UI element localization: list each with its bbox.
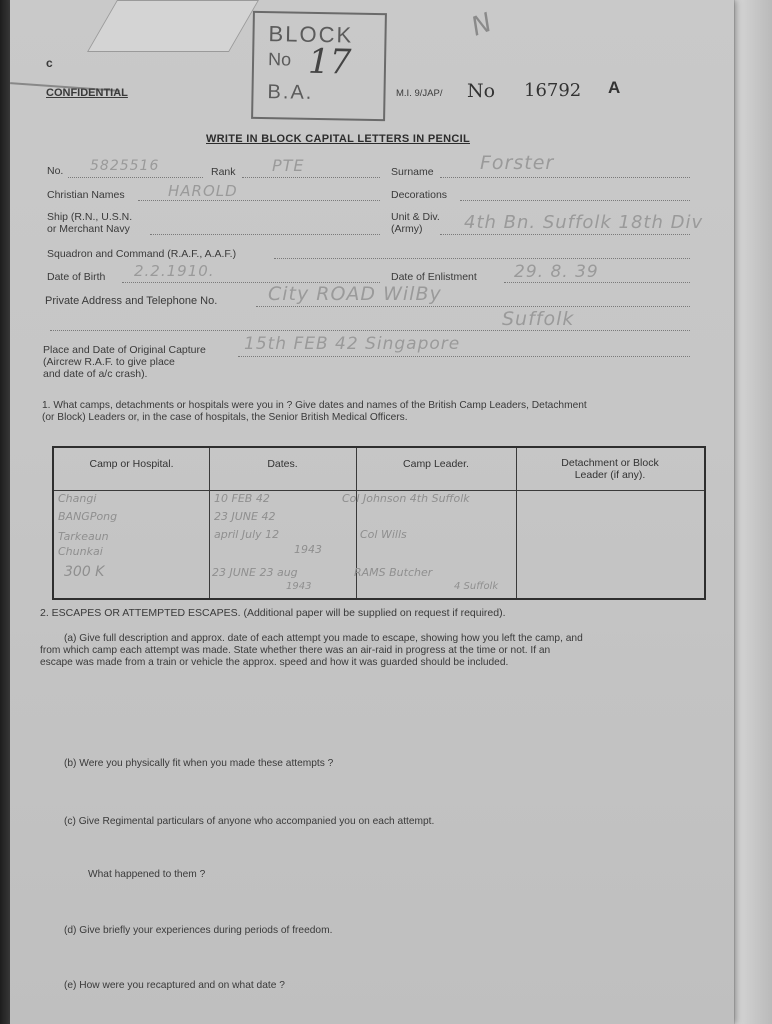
column-header-camp-leader: Camp Leader. bbox=[403, 458, 469, 470]
table-cell-camp: BANGPong bbox=[58, 510, 118, 523]
capture-label-line-2: (Aircrew R.A.F. to give place bbox=[43, 356, 175, 368]
corner-mark: c bbox=[46, 56, 53, 70]
stamp-block-text: BLOCK bbox=[268, 21, 354, 48]
stamp-no-text: No bbox=[267, 49, 292, 70]
section-2-a-line-1: (a) Give full description and approx. date of each attempt you made to escape, showing how you left the camp, and bbox=[64, 633, 583, 644]
date-of-enlistment-value: 29. 8. 39 bbox=[514, 262, 599, 282]
table-cell-camp: Chunkai bbox=[58, 545, 103, 558]
service-number-value: 5825516 bbox=[90, 158, 160, 174]
address-line-1 bbox=[256, 306, 690, 307]
date-of-birth-label: Date of Birth bbox=[47, 271, 106, 283]
table-cell-dates: 1943 bbox=[286, 581, 312, 592]
unit-line bbox=[440, 234, 690, 235]
ship-label bbox=[47, 211, 132, 235]
surname-line bbox=[440, 177, 690, 178]
address-line-2 bbox=[50, 330, 690, 331]
section-2-c-followup: What happened to them ? bbox=[88, 869, 206, 880]
capture-value: 15th FEB 42 Singapore bbox=[244, 334, 461, 354]
decorations-label: Decorations bbox=[391, 189, 448, 201]
column-header-detachment-leader bbox=[516, 457, 704, 481]
section-2-a-line-3: escape was made from a train or vehicle the approx. speed and how it was guarded should be included. bbox=[40, 657, 509, 668]
capture-line bbox=[238, 356, 690, 357]
table-cell-dates: 1943 bbox=[294, 543, 322, 556]
section-2-d: (d) Give briefly your experiences during periods of freedom. bbox=[64, 925, 333, 936]
form-number-suffix: A bbox=[608, 78, 621, 97]
unit-value: 4th Bn. Suffolk 18th Div bbox=[464, 212, 704, 233]
top-handwriting: N bbox=[467, 7, 497, 43]
confidential-label: CONFIDENTIAL bbox=[46, 87, 128, 99]
surname-label: Surname bbox=[391, 166, 434, 178]
table-cell-leader: Col Wills bbox=[360, 528, 407, 541]
column-header-dates: Dates. bbox=[267, 458, 298, 470]
christian-names-value: HAROLD bbox=[168, 182, 238, 200]
paper-tag bbox=[87, 0, 259, 52]
capture-label-line-3: and date of a/c crash). bbox=[43, 368, 148, 380]
ship-label-line-2: or Merchant Navy bbox=[47, 223, 130, 235]
column-header-detachment-line-2: Leader (if any). bbox=[574, 469, 646, 481]
no-line bbox=[68, 177, 203, 178]
table-cell-dates: 23 JUNE 42 bbox=[214, 510, 276, 523]
address-value-line-1: City ROAD WilBy bbox=[268, 283, 442, 305]
section-1-text bbox=[42, 400, 587, 424]
form-reference: M.I. 9/JAP/ bbox=[396, 88, 443, 99]
date-of-birth-value: 2.2.1910. bbox=[134, 262, 215, 280]
unit-label-line-2: (Army) bbox=[391, 223, 423, 235]
table-cell-camp: 300 K bbox=[64, 564, 105, 580]
christian-names-line bbox=[138, 200, 380, 201]
table-cell-leader: Col Johnson 4th Suffolk bbox=[342, 492, 470, 505]
ship-line bbox=[150, 234, 380, 235]
ship-label-line-1: Ship (R.N., U.S.N. bbox=[47, 211, 133, 223]
table-header-divider bbox=[54, 490, 704, 491]
table-cell-leader: 4 Suffolk bbox=[454, 581, 499, 592]
form-number: 16792 bbox=[524, 80, 582, 101]
section-2-b: (b) Were you physically fit when you made these attempts ? bbox=[64, 758, 334, 769]
squadron-line bbox=[274, 258, 690, 259]
unit-label-line-1: Unit & Div. bbox=[391, 211, 440, 223]
stamp-ba-text: B.A. bbox=[267, 81, 314, 104]
address-label: Private Address and Telephone No. bbox=[45, 295, 218, 307]
block-stamp bbox=[251, 11, 387, 121]
decorations-line bbox=[460, 200, 690, 201]
stamp-number: 17 bbox=[307, 41, 352, 83]
rank-label: Rank bbox=[211, 166, 236, 178]
background-sheet-edge bbox=[735, 0, 772, 1024]
number-label: No bbox=[467, 80, 496, 102]
table-cell-camp: Changi bbox=[58, 492, 97, 505]
column-header-detachment-line-1: Detachment or Block bbox=[561, 457, 659, 469]
section-1-line-1: 1. What camps, detachments or hospitals were you in ? Give dates and names of the British Camp Leaders, Detachment bbox=[42, 400, 587, 411]
camps-table bbox=[52, 446, 706, 600]
table-cell-camp: Tarkeaun bbox=[58, 530, 109, 543]
table-cell-dates: 10 FEB 42 bbox=[214, 492, 270, 505]
date-of-enlistment-line bbox=[504, 282, 690, 283]
surname-value: Forster bbox=[480, 152, 555, 174]
section-2-a bbox=[40, 633, 583, 669]
capture-label-line-1: Place and Date of Original Capture bbox=[43, 344, 206, 356]
rank-line bbox=[242, 177, 380, 178]
date-of-enlistment-label: Date of Enlistment bbox=[391, 271, 477, 283]
section-2-e: (e) How were you recaptured and on what date ? bbox=[64, 980, 285, 991]
unit-label bbox=[391, 211, 440, 235]
squadron-label: Squadron and Command (R.A.F., A.A.F.) bbox=[47, 248, 237, 260]
section-1-line-2: (or Block) Leaders or, in the case of hospitals, the Senior British Medical Officers. bbox=[42, 412, 408, 423]
section-2-a-line-2: from which camp each attempt was made. State whether there was an air-raid in progress at the time or not. If an bbox=[40, 645, 551, 656]
instruction-heading: WRITE IN BLOCK CAPITAL LETTERS IN PENCIL bbox=[206, 133, 470, 145]
table-cell-dates: april July 12 bbox=[214, 528, 280, 541]
no-label: No. bbox=[47, 165, 64, 177]
section-2-title: 2. ESCAPES OR ATTEMPTED ESCAPES. (Additional paper will be supplied on request if required). bbox=[40, 607, 506, 619]
table-cell-dates: 23 JUNE 23 aug bbox=[212, 566, 298, 579]
table-cell-leader: RAMS Butcher bbox=[354, 566, 433, 579]
section-2-c: (c) Give Regimental particulars of anyone who accompanied you on each attempt. bbox=[64, 816, 435, 827]
christian-names-label: Christian Names bbox=[47, 189, 125, 201]
rank-value: PTE bbox=[272, 156, 305, 175]
capture-label bbox=[43, 344, 206, 380]
table-column-divider bbox=[209, 448, 210, 598]
column-header-camp: Camp or Hospital. bbox=[89, 458, 174, 470]
address-value-line-2: Suffolk bbox=[502, 308, 575, 330]
document-page bbox=[10, 0, 734, 1024]
